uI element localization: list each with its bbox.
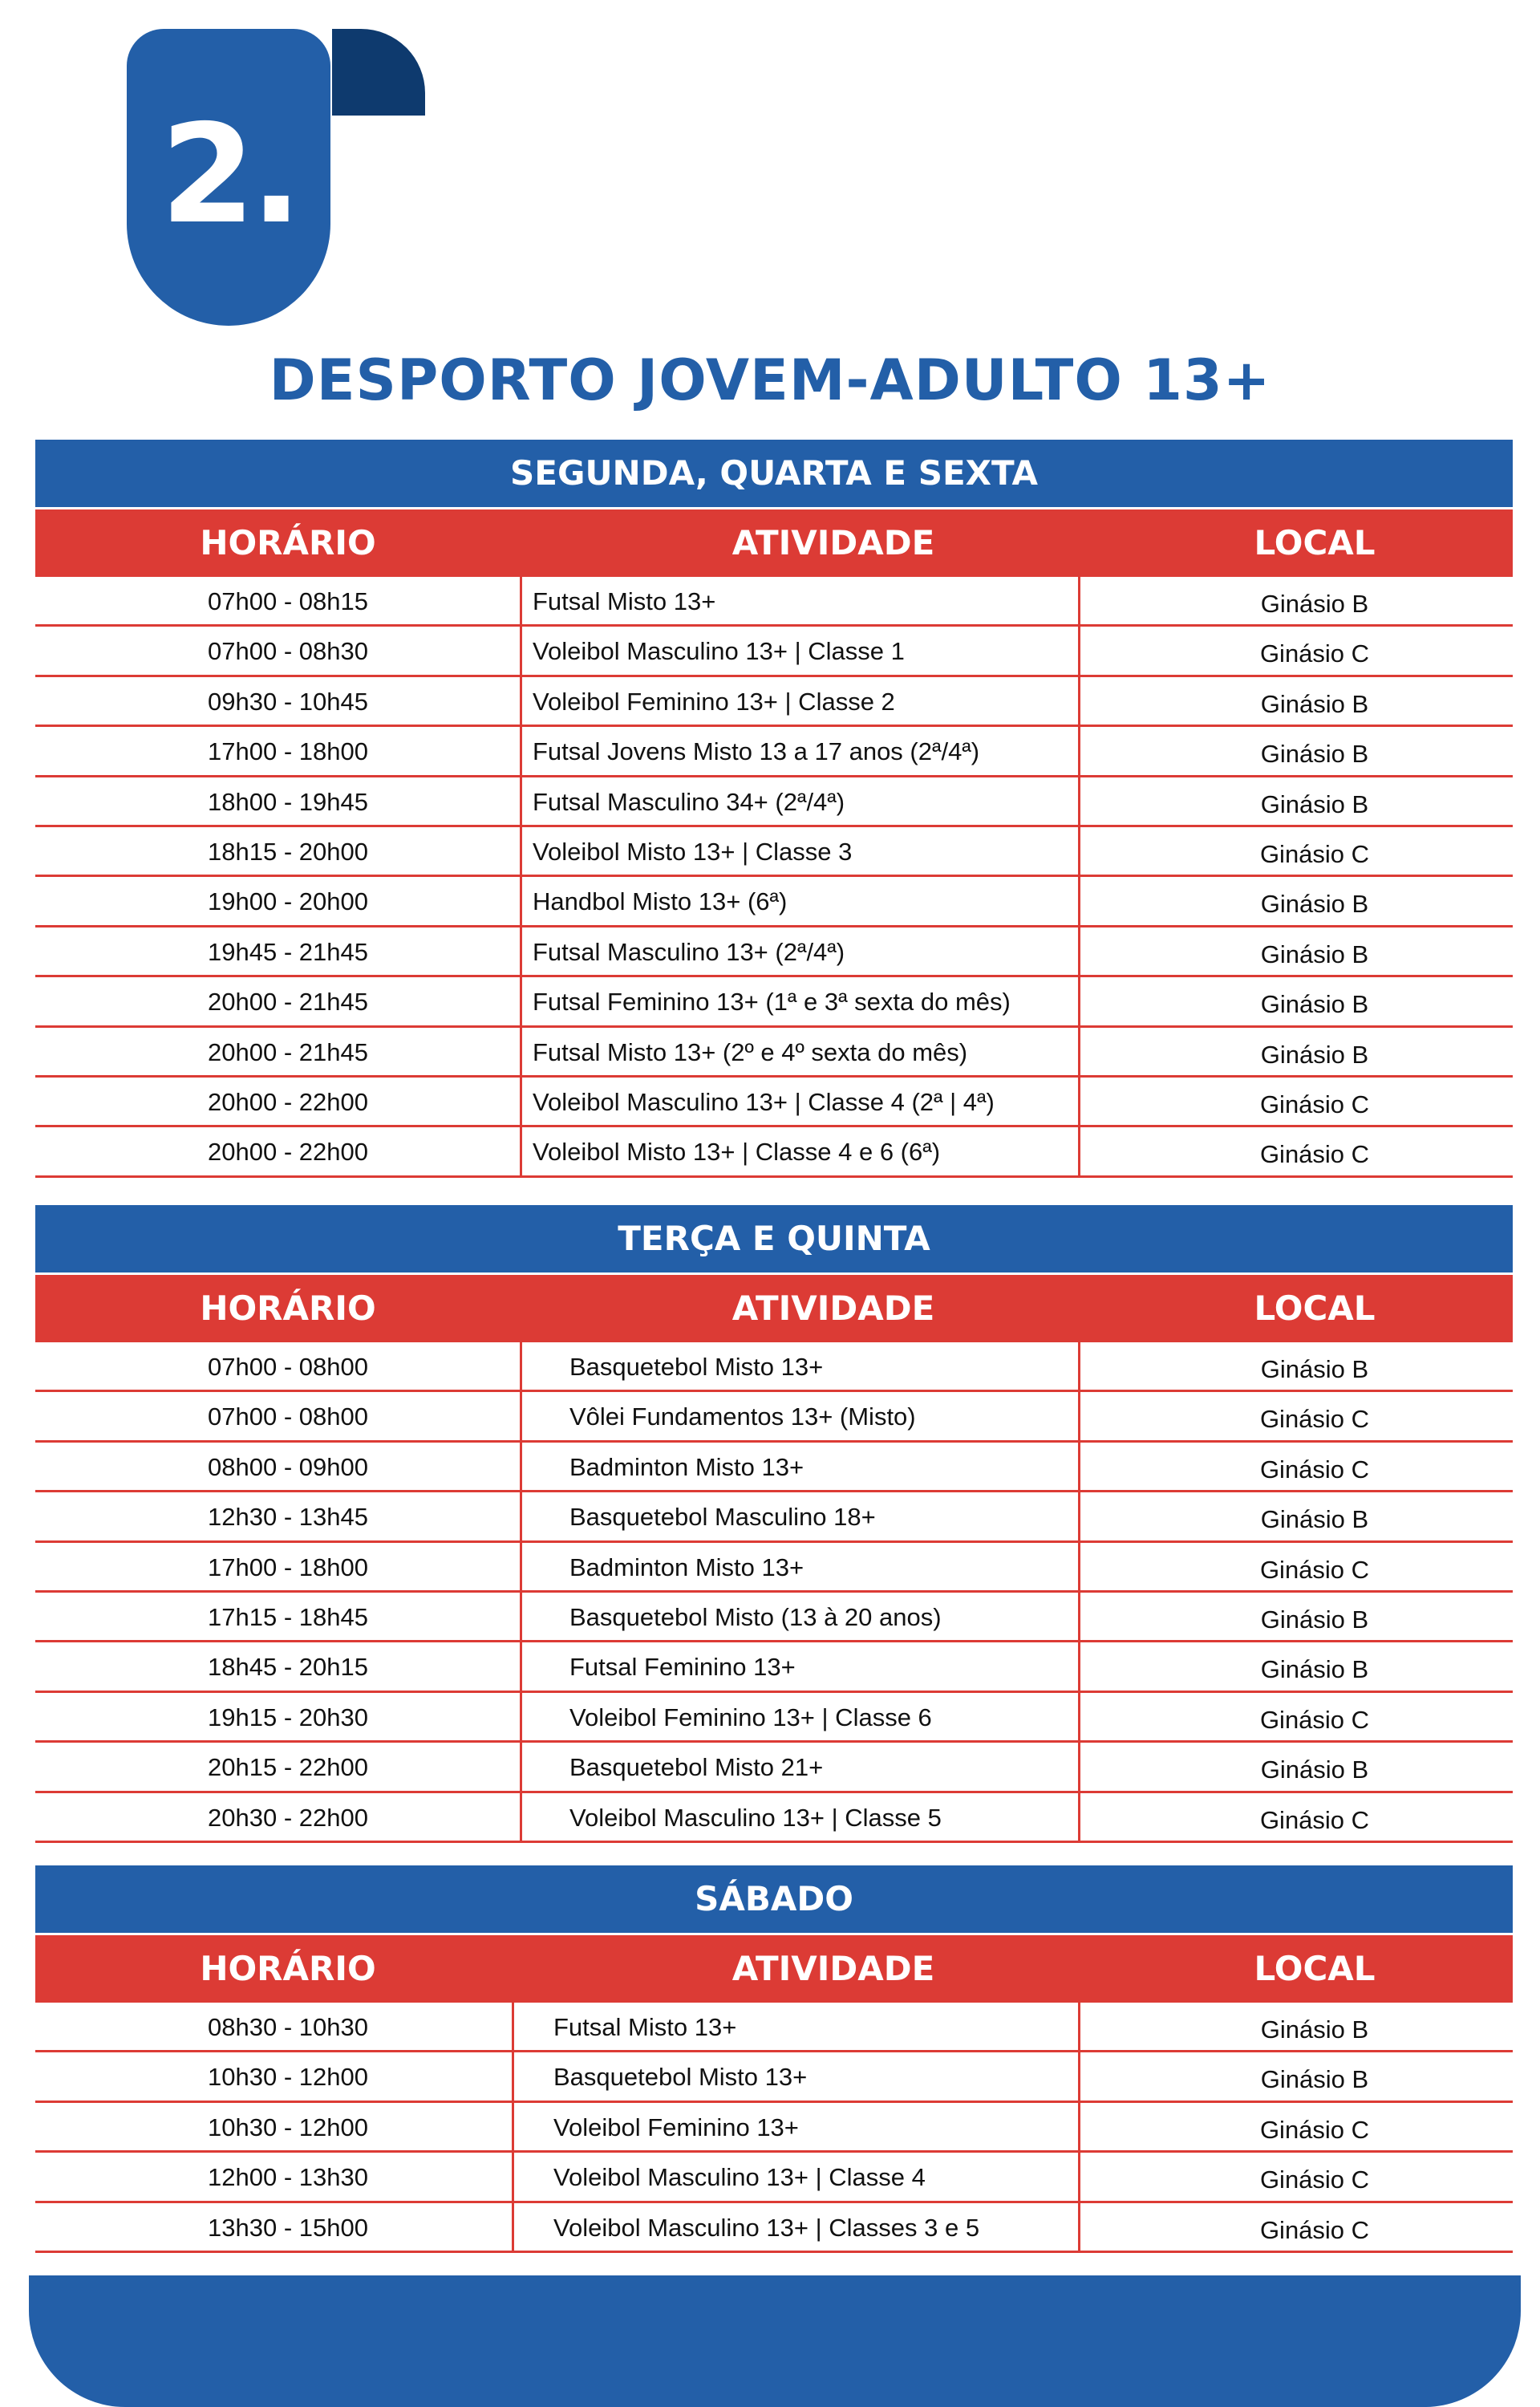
column-divider — [1078, 1342, 1080, 1843]
location-cell: Ginásio C — [1259, 1705, 1370, 1734]
table-row — [35, 777, 1513, 827]
time-cell: 17h15 - 18h45 — [208, 1602, 368, 1631]
badge-number: 2. — [160, 95, 298, 254]
time-cell: 19h45 - 21h45 — [208, 937, 368, 966]
location-cell: Ginásio B — [1260, 1040, 1369, 1069]
table-row — [35, 1028, 1513, 1078]
table-body — [35, 1342, 1513, 1843]
location-cell: Ginásio B — [1260, 689, 1369, 718]
time-cell: 10h30 - 12h00 — [208, 2113, 368, 2141]
column-divider — [512, 2003, 514, 2253]
location-cell: Ginásio C — [1259, 639, 1370, 668]
location-cell: Ginásio C — [1259, 2115, 1370, 2144]
activity-cell: Voleibol Feminino 13+ — [553, 2113, 799, 2141]
location-cell: Ginásio B — [1260, 940, 1369, 968]
activity-cell: Futsal Misto 13+ (2º e 4º sexta do mês) — [533, 1037, 968, 1066]
table-row — [35, 927, 1513, 977]
time-cell: 07h00 - 08h00 — [208, 1353, 368, 1381]
column-divider — [520, 1342, 522, 1843]
table-row — [35, 977, 1513, 1027]
table-row — [35, 1492, 1513, 1542]
table-row — [35, 627, 1513, 676]
location-cell: Ginásio B — [1260, 740, 1369, 769]
time-cell: 13h30 - 15h00 — [208, 2213, 368, 2242]
header-activity: ATIVIDADE — [732, 1289, 935, 1328]
table-row — [35, 2052, 1513, 2102]
location-cell: Ginásio C — [1259, 1805, 1370, 1834]
column-divider — [1078, 2003, 1080, 2253]
badge-fold — [332, 29, 425, 116]
page-title: DESPORTO JOVEM-ADULTO 13+ — [269, 347, 1271, 413]
activity-cell: Futsal Misto 13+ — [533, 587, 716, 615]
table-row — [35, 2153, 1513, 2202]
activity-cell: Futsal Feminino 13+ — [569, 1653, 796, 1682]
header-time: HORÁRIO — [200, 1949, 376, 1988]
time-cell: 08h30 - 10h30 — [208, 2013, 368, 2041]
time-cell: 12h30 - 13h45 — [208, 1503, 368, 1532]
table-row — [35, 2103, 1513, 2153]
time-cell: 18h45 - 20h15 — [208, 1653, 368, 1682]
schedule-section — [35, 440, 1513, 1178]
activity-cell: Voleibol Masculino 13+ | Classe 4 — [553, 2163, 926, 2192]
time-cell: 18h15 - 20h00 — [208, 837, 368, 866]
time-cell: 20h00 - 22h00 — [208, 1138, 368, 1167]
schedule-section — [35, 1205, 1513, 1843]
activity-cell: Basquetebol Masculino 18+ — [569, 1503, 876, 1532]
table-row — [35, 1642, 1513, 1692]
table-header — [35, 1275, 1513, 1342]
activity-cell: Futsal Feminino 13+ (1ª e 3ª sexta do mês) — [533, 988, 1011, 1017]
location-cell: Ginásio B — [1260, 1756, 1369, 1784]
time-cell: 18h00 - 19h45 — [208, 787, 368, 816]
activity-cell: Voleibol Misto 13+ | Classe 3 — [533, 837, 853, 866]
day-heading: TERÇA E QUINTA — [35, 1205, 1513, 1275]
activity-cell: Voleibol Masculino 13+ | Classe 4 (2ª | 4ª) — [533, 1087, 995, 1116]
activity-cell: Futsal Masculino 34+ (2ª/4ª) — [533, 787, 845, 816]
time-cell: 19h15 - 20h30 — [208, 1703, 368, 1731]
activity-cell: Futsal Misto 13+ — [553, 2013, 737, 2041]
location-cell: Ginásio B — [1260, 2015, 1369, 2044]
activity-cell: Basquetebol Misto 13+ — [569, 1353, 824, 1381]
time-cell: 07h00 - 08h00 — [208, 1402, 368, 1431]
table-row — [35, 1392, 1513, 1442]
location-cell: Ginásio C — [1259, 1455, 1370, 1484]
activity-cell: Voleibol Masculino 13+ | Classe 5 — [569, 1803, 942, 1832]
activity-cell: Vôlei Fundamentos 13+ (Misto) — [569, 1402, 916, 1431]
table-row — [35, 1593, 1513, 1642]
activity-cell: Voleibol Feminino 13+ | Classe 2 — [533, 687, 895, 716]
activity-cell: Futsal Masculino 13+ (2ª/4ª) — [533, 937, 845, 966]
table-row — [35, 1793, 1513, 1843]
table-row — [35, 877, 1513, 927]
location-cell: Ginásio B — [1260, 789, 1369, 818]
location-cell: Ginásio C — [1259, 839, 1370, 868]
time-cell: 17h00 - 18h00 — [208, 737, 368, 766]
time-cell: 12h00 - 13h30 — [208, 2163, 368, 2192]
time-cell: 20h00 - 21h45 — [208, 988, 368, 1017]
table-row — [35, 577, 1513, 627]
footer-bar — [29, 2275, 1521, 2407]
activity-cell: Futsal Jovens Misto 13 a 17 anos (2ª/4ª) — [533, 737, 980, 766]
header-time: HORÁRIO — [200, 523, 376, 562]
table-body — [35, 577, 1513, 1178]
header-location: LOCAL — [1254, 523, 1376, 562]
table-row — [35, 827, 1513, 877]
header-activity: ATIVIDADE — [732, 523, 935, 562]
header-activity: ATIVIDADE — [732, 1949, 935, 1988]
table-row — [35, 2003, 1513, 2052]
table-row — [35, 1693, 1513, 1743]
time-cell: 19h00 - 20h00 — [208, 887, 368, 916]
time-cell: 07h00 - 08h30 — [208, 637, 368, 666]
table-row — [35, 2203, 1513, 2253]
time-cell: 08h00 - 09h00 — [208, 1452, 368, 1481]
location-cell: Ginásio C — [1259, 1090, 1370, 1118]
time-cell: 20h00 - 22h00 — [208, 1087, 368, 1116]
activity-cell: Handbol Misto 13+ (6ª) — [533, 887, 788, 916]
table-header — [35, 1935, 1513, 2003]
activity-cell: Voleibol Masculino 13+ | Classes 3 e 5 — [553, 2213, 980, 2242]
location-cell: Ginásio C — [1259, 2165, 1370, 2194]
time-cell: 10h30 - 12h00 — [208, 2063, 368, 2092]
column-divider — [1078, 577, 1080, 1178]
location-cell: Ginásio B — [1260, 590, 1369, 618]
time-cell: 20h00 - 21h45 — [208, 1037, 368, 1066]
schedule-section — [35, 1865, 1513, 2253]
activity-cell: Basquetebol Misto 13+ — [553, 2063, 808, 2092]
activity-cell: Voleibol Feminino 13+ | Classe 6 — [569, 1703, 932, 1731]
table-body — [35, 2003, 1513, 2253]
location-cell: Ginásio C — [1259, 2215, 1370, 2244]
table-row — [35, 1443, 1513, 1492]
time-cell: 20h30 - 22h00 — [208, 1803, 368, 1832]
table-row — [35, 727, 1513, 777]
time-cell: 20h15 - 22h00 — [208, 1753, 368, 1782]
table-row — [35, 1743, 1513, 1792]
location-cell: Ginásio B — [1260, 1505, 1369, 1534]
activity-cell: Voleibol Masculino 13+ | Classe 1 — [533, 637, 905, 666]
location-cell: Ginásio C — [1259, 1405, 1370, 1434]
header-location: LOCAL — [1254, 1289, 1376, 1328]
time-cell: 07h00 - 08h15 — [208, 587, 368, 615]
table-row — [35, 1543, 1513, 1593]
header-location: LOCAL — [1254, 1949, 1376, 1988]
activity-cell: Badminton Misto 13+ — [569, 1452, 804, 1481]
location-cell: Ginásio B — [1260, 1655, 1369, 1684]
activity-cell: Basquetebol Misto 21+ — [569, 1753, 824, 1782]
location-cell: Ginásio C — [1259, 1555, 1370, 1584]
table-row — [35, 1342, 1513, 1392]
time-cell: 17h00 - 18h00 — [208, 1553, 368, 1581]
table-row — [35, 1127, 1513, 1177]
day-heading: SEGUNDA, QUARTA E SEXTA — [35, 440, 1513, 509]
location-cell: Ginásio B — [1260, 890, 1369, 919]
location-cell: Ginásio B — [1260, 990, 1369, 1019]
table-header — [35, 509, 1513, 577]
time-cell: 09h30 - 10h45 — [208, 687, 368, 716]
location-cell: Ginásio B — [1260, 1605, 1369, 1634]
header-time: HORÁRIO — [200, 1289, 376, 1328]
activity-cell: Voleibol Misto 13+ | Classe 4 e 6 (6ª) — [533, 1138, 941, 1167]
location-cell: Ginásio B — [1260, 2065, 1369, 2094]
activity-cell: Basquetebol Misto (13 à 20 anos) — [569, 1602, 942, 1631]
location-cell: Ginásio B — [1260, 1355, 1369, 1383]
table-row — [35, 677, 1513, 727]
day-heading: SÁBADO — [35, 1865, 1513, 1935]
column-divider — [520, 577, 522, 1178]
activity-cell: Badminton Misto 13+ — [569, 1553, 804, 1581]
location-cell: Ginásio C — [1259, 1140, 1370, 1169]
table-row — [35, 1078, 1513, 1127]
